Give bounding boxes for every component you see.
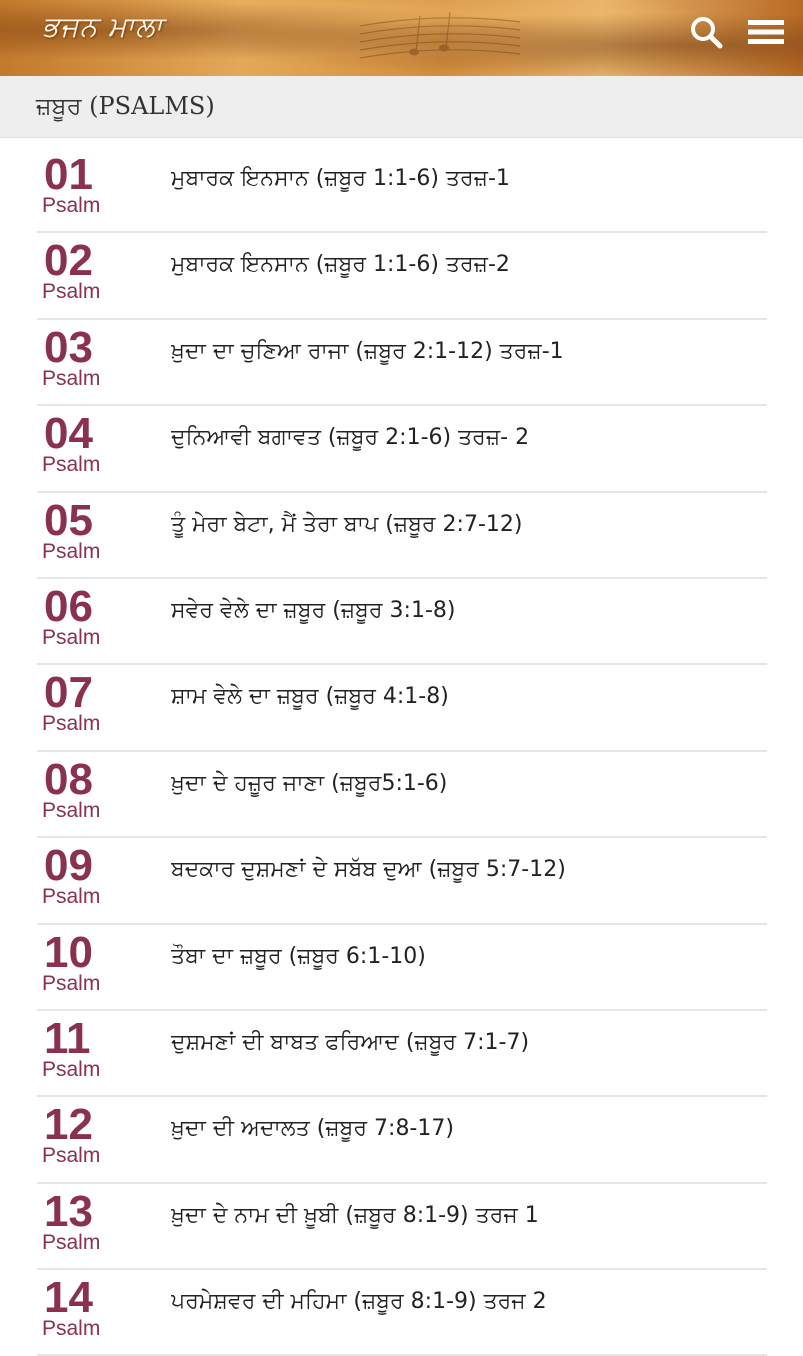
psalm-label: Psalm <box>42 539 101 563</box>
psalm-list-item[interactable] <box>37 665 767 751</box>
psalm-label: Psalm <box>42 885 101 909</box>
psalm-label: Psalm <box>42 366 101 390</box>
psalm-list-item[interactable] <box>37 925 767 1011</box>
psalm-list-item[interactable] <box>37 147 767 233</box>
psalm-number: 04 <box>44 409 93 459</box>
psalm-number: 09 <box>44 841 93 891</box>
psalm-label: Psalm <box>42 1230 101 1254</box>
psalm-number: 14 <box>44 1273 93 1323</box>
section-title: ਜ਼ਬੂਰ (PSALMS) <box>36 92 215 120</box>
psalm-label: Psalm <box>42 194 101 217</box>
search-icon <box>686 12 726 52</box>
psalm-title: ਖ਼ੁਦਾ ਦੀ ਅਦਾਲਤ (ਜ਼ਬੂਰ 7:8-17) <box>171 1116 454 1142</box>
app-header <box>0 0 803 76</box>
psalm-number: 10 <box>44 927 93 977</box>
psalm-label: Psalm <box>42 1144 101 1168</box>
psalm-title: ਮੁਬਾਰਕ ਇਨਸਾਨ (ਜ਼ਬੂਰ 1:1-6) ਤਰਜ਼-2 <box>171 252 510 278</box>
psalm-title: ਪਰਮੇਸ਼ਵਰ ਦੀ ਮਹਿਮਾ (ਜ਼ਬੂਰ 8:1-9) ਤਰਜ 2 <box>171 1289 547 1315</box>
psalm-title: ਦੁਸ਼ਮਣਾਂ ਦੀ ਬਾਬਤ ਫਰਿਆਦ (ਜ਼ਬੂਰ 7:1-7) <box>171 1029 530 1055</box>
psalm-label: Psalm <box>42 453 101 477</box>
psalm-title: ਸ਼ਾਮ ਵੇਲੇ ਦਾ ਜ਼ਬੂਰ (ਜ਼ਬੂਰ 4:1-8) <box>171 684 449 710</box>
psalm-number: 01 <box>44 150 93 199</box>
psalm-list-item[interactable] <box>37 579 767 665</box>
psalm-number: 03 <box>44 322 93 372</box>
psalm-number: 07 <box>44 668 93 718</box>
psalm-list-item[interactable] <box>37 493 767 579</box>
psalm-list-item[interactable] <box>37 1097 767 1183</box>
psalm-number: 05 <box>44 495 93 545</box>
psalm-label: Psalm <box>42 280 101 304</box>
psalm-title: ਖ਼ੁਦਾ ਦੇ ਹਜ਼ੂਰ ਜਾਣਾ (ਜ਼ਬੂਰ5:1-6) <box>171 770 448 796</box>
psalm-list-item[interactable] <box>37 320 767 406</box>
psalm-number: 08 <box>44 754 93 804</box>
hamburger-menu-icon <box>744 14 788 50</box>
psalm-list-item[interactable] <box>37 233 767 319</box>
app-logo[interactable]: ਭਜਨ ਮਾਲਾ <box>42 10 164 43</box>
psalm-label: Psalm <box>42 625 101 649</box>
psalm-list-item[interactable] <box>37 406 767 492</box>
psalm-list <box>37 147 767 1356</box>
psalm-title: ਤੌਬਾ ਦਾ ਜ਼ਬੂਰ (ਜ਼ਬੂਰ 6:1-10) <box>171 943 426 969</box>
psalm-number: 11 <box>44 1013 91 1063</box>
psalm-title: ਸਵੇਰ ਵੇਲੇ ਦਾ ਜ਼ਬੂਰ (ਜ਼ਬੂਰ 3:1-8) <box>171 597 456 623</box>
search-button[interactable] <box>686 12 726 52</box>
psalm-title: ਬਦਕਾਰ ਦੁਸ਼ਮਣਾਂ ਦੇ ਸਬੱਬ ਦੁਆ (ਜ਼ਬੂਰ 5:7-12) <box>171 857 566 883</box>
music-staff-decoration <box>360 8 520 68</box>
psalm-label: Psalm <box>42 971 101 995</box>
psalm-title: ਖ਼ੁਦਾ ਦੇ ਨਾਮ ਦੀ ਖ਼ੂਬੀ (ਜ਼ਬੂਰ 8:1-9) ਤਰਜ 1 <box>171 1202 539 1228</box>
psalm-list-item[interactable] <box>37 752 767 838</box>
psalm-title: ਮੁਬਾਰਕ ਇਨਸਾਨ (ਜ਼ਬੂਰ 1:1-6) ਤਰਜ਼-1 <box>171 166 510 191</box>
psalm-label: Psalm <box>42 712 101 736</box>
section-header <box>0 76 803 138</box>
psalm-title: ਤੂੰ ਮੇਰਾ ਬੇਟਾ, ਮੈਂ ਤੇਰਾ ਬਾਪ (ਜ਼ਬੂਰ 2:7-12) <box>171 511 523 537</box>
psalm-number: 02 <box>44 236 93 286</box>
psalm-label: Psalm <box>42 1057 101 1081</box>
psalm-label: Psalm <box>42 1317 101 1341</box>
psalm-number: 13 <box>44 1186 93 1236</box>
psalm-list-item[interactable] <box>37 1184 767 1270</box>
psalm-title: ਖ਼ੁਦਾ ਦਾ ਚੁਣਿਆ ਰਾਜਾ (ਜ਼ਬੂਰ 2:1-12) ਤਰਜ਼-1 <box>171 338 564 364</box>
psalm-list-item[interactable] <box>37 838 767 924</box>
psalm-title: ਦੁਨਿਆਵੀ ਬਗਾਵਤ (ਜ਼ਬੂਰ 2:1-6) ਤਰਜ਼- 2 <box>171 425 530 451</box>
psalm-number: 06 <box>44 581 93 631</box>
menu-button[interactable] <box>744 14 788 50</box>
psalm-list-item[interactable] <box>37 1270 767 1356</box>
psalm-number: 12 <box>44 1100 93 1150</box>
psalm-list-item[interactable] <box>37 1011 767 1097</box>
psalm-label: Psalm <box>42 798 101 822</box>
